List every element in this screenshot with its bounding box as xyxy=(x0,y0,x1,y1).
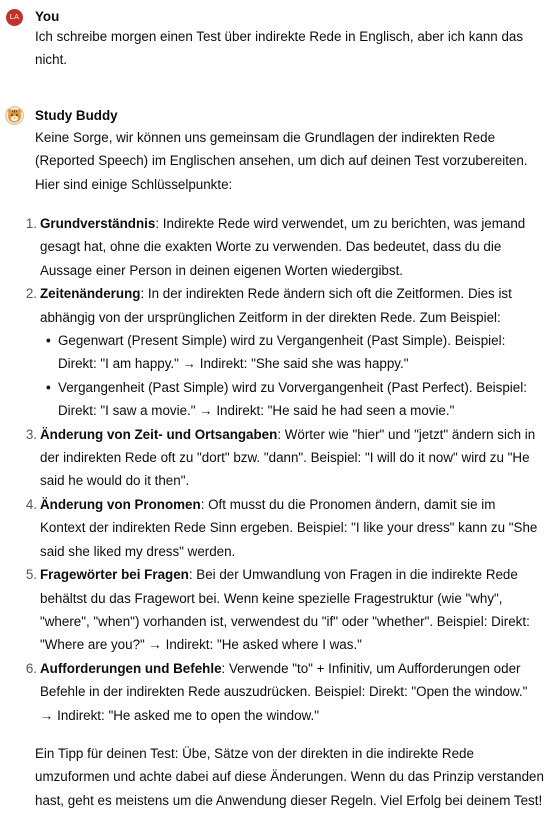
user-message-text: Ich schreibe morgen einen Test über indirekte Rede in Englisch, aber ich kann das nicht. xyxy=(35,29,524,68)
list-item xyxy=(0,423,540,493)
list-number: 2. xyxy=(25,286,37,302)
point-title: Fragewörter bei Fragen xyxy=(40,567,189,583)
point-text: : Wörter wie "hier" und "jetzt" ändern sich in der indirekten Rede oft zu "dort" bzw. "dann". Beispiel: "I will do it now" wird zu "He said he would do it then". xyxy=(40,426,536,489)
sub-list xyxy=(40,329,540,423)
list-item xyxy=(0,563,540,657)
point-text: : Bei der Umwandlung von Fragen in die indirekte Rede behältst du das Fragewort bei. Wenn keine spezielle Fragestruktur (wie "why", "where", "when") vorhanden ist, verwendest du "if" oder "whether". Beispiel: Direkt: "Where are you?" → Indirekt: "He asked where I was." xyxy=(40,567,530,653)
user-avatar: LA xyxy=(6,9,23,26)
list-number: 4. xyxy=(25,496,37,512)
list-item xyxy=(0,493,540,563)
assistant-intro-text: Keine Sorge, wir können uns gemeinsam die Grundlagen der indirekten Rede (Reported Speech) im Englischen ansehen, um dich auf deinen Test vorzubereiten. Hier sind einige Schlüsselpunkte: xyxy=(35,130,528,192)
list-item xyxy=(0,282,540,422)
list-number: 3. xyxy=(25,426,37,442)
point-title: Änderung von Zeit- und Ortsangaben xyxy=(40,426,278,442)
point-text: : Oft musst du die Pronomen ändern, damit sie im Kontext der indirekten Rede Sinn ergeben. Beispiel: "I like your dress" kann zu "She said she liked my dress" werden. xyxy=(40,496,538,559)
sub-item-text: Gegenwart (Present Simple) wird zu Vergangenheit (Past Simple). Beispiel: Direkt: "I am happy." → Indirekt: "She said she was happy." xyxy=(58,333,506,372)
point-title: Änderung von Pronomen xyxy=(40,496,201,512)
key-points-list xyxy=(0,212,549,727)
point-text: : Verwende "to" + Infinitiv, um Aufforderungen oder Befehle in der indirekten Rede auszudrücken. Beispiel: Direkt: "Open the window." → Indirekt: "He asked me to open the window." xyxy=(40,660,528,723)
sub-item-text: Vergangenheit (Past Simple) wird zu Vorvergangenheit (Past Perfect). Beispiel: Direkt: "I saw a movie." → Indirekt: "He said he had seen a movie." xyxy=(58,379,527,419)
list-number: 1. xyxy=(25,216,37,231)
point-text: : In der indirekten Rede ändern sich oft die Zeitformen. Dies ist abhängig von der ursprünglichen Zeitform in der direkten Rede. Zum Beispiel: xyxy=(40,286,512,325)
sub-list-item xyxy=(40,376,540,423)
list-item xyxy=(0,657,540,727)
bullet-icon: • xyxy=(46,379,51,395)
assistant-tip-text: Ein Tipp für deinen Test: Übe, Sätze von der direkten in die indirekte Rede umzuformen und achte dabei auf diese Änderungen. Wenn du das Prinzip verstanden hast, geht es meistens um die Anwendung dieser Regeln. Viel Erfolg bei deinem Test! xyxy=(35,746,544,808)
point-title: Aufforderungen und Befehle xyxy=(40,660,222,676)
bullet-icon: • xyxy=(46,333,51,349)
list-item xyxy=(0,212,540,282)
list-number: 5. xyxy=(25,567,37,583)
point-text: : Indirekte Rede wird verwendet, um zu berichten, was jemand gesagt hat, ohne die exakten Worte zu verwenden. Das bedeutet, dass du die Aussage einer Person in deinen eigenen Worten wiedergibst. xyxy=(40,216,526,278)
point-title: Grundverständnis xyxy=(40,216,156,231)
sub-list-item xyxy=(40,329,540,376)
user-author-name: You xyxy=(35,9,60,24)
assistant-author-name: Study Buddy xyxy=(35,108,118,123)
list-number: 6. xyxy=(25,660,37,676)
point-title: Zeitenänderung xyxy=(40,286,141,302)
tiger-face-icon xyxy=(5,106,24,125)
